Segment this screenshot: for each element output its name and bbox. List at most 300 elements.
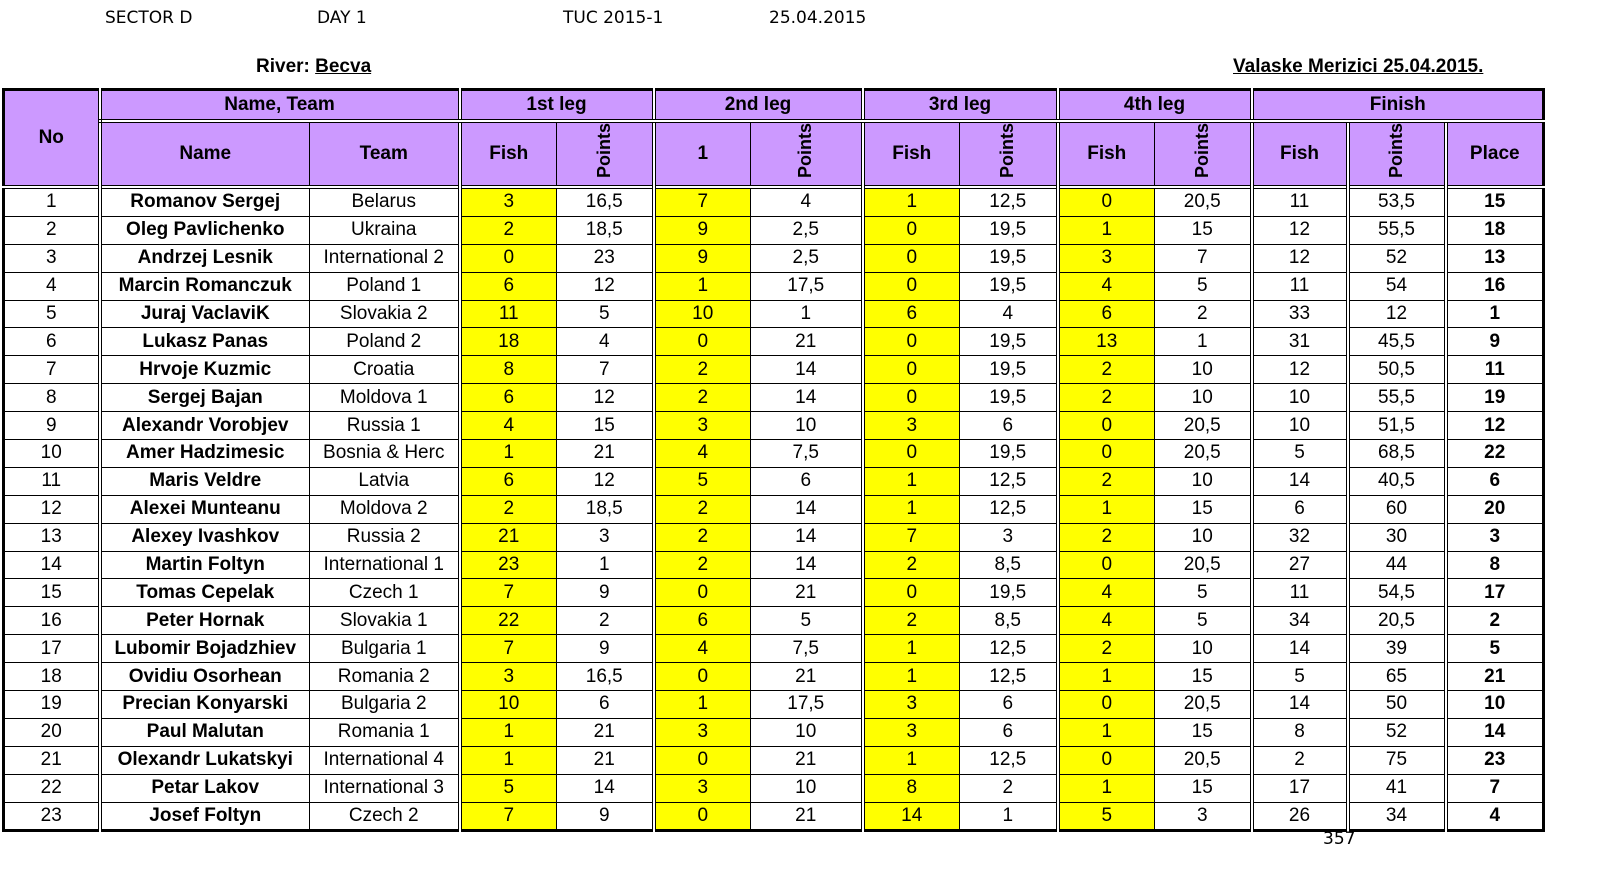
leg3-points: 6 <box>960 718 1058 746</box>
rider-no: 19 <box>4 691 100 719</box>
finish-points: 30 <box>1348 523 1446 551</box>
rider-no: 13 <box>4 523 100 551</box>
finish-place: 6 <box>1446 467 1544 495</box>
leg4-fish: 1 <box>1058 495 1155 523</box>
competitor-name: Alexei Munteanu <box>100 495 310 523</box>
leg4-fish: 1 <box>1058 663 1155 691</box>
leg4-fish: 2 <box>1058 523 1155 551</box>
competitor-name: Alexey Ivashkov <box>100 523 310 551</box>
team-name: Romania 2 <box>310 663 460 691</box>
leg1-fish: 18 <box>460 328 557 356</box>
leg1-points: 12 <box>557 467 654 495</box>
leg3-fish: 0 <box>863 384 960 412</box>
leg1-points: 12 <box>557 384 654 412</box>
table-row <box>4 467 1544 495</box>
competitor-name: Lukasz Panas <box>100 328 310 356</box>
leg3-fish: 7 <box>863 523 960 551</box>
finish-fish: 12 <box>1252 216 1348 244</box>
leg4-points: 20,5 <box>1155 746 1252 774</box>
leg1-fish: 7 <box>460 579 557 607</box>
leg4-points: 10 <box>1155 635 1252 663</box>
leg4-fish: 2 <box>1058 635 1155 663</box>
header-leg1-fish: Fish <box>460 121 557 187</box>
leg4-fish: 0 <box>1058 440 1155 468</box>
leg4-fish: 1 <box>1058 774 1155 802</box>
leg4-points: 20,5 <box>1155 440 1252 468</box>
rider-no: 15 <box>4 579 100 607</box>
competitor-name: Paul Malutan <box>100 718 310 746</box>
finish-points: 75 <box>1348 746 1446 774</box>
leg1-fish: 0 <box>460 244 557 272</box>
leg1-fish: 1 <box>460 746 557 774</box>
table-row <box>4 244 1544 272</box>
leg1-points: 1 <box>557 551 654 579</box>
team-name: International 2 <box>310 244 460 272</box>
header-finish-fish: Fish <box>1252 121 1348 187</box>
leg4-points: 5 <box>1155 579 1252 607</box>
leg3-fish: 0 <box>863 244 960 272</box>
team-name: Slovakia 2 <box>310 300 460 328</box>
leg4-fish: 1 <box>1058 718 1155 746</box>
leg3-points: 12,5 <box>960 663 1058 691</box>
leg4-fish: 4 <box>1058 272 1155 300</box>
header-leg-1: 1st leg <box>460 90 654 122</box>
leg2-points: 1 <box>751 300 863 328</box>
finish-place: 15 <box>1446 187 1544 216</box>
finish-fish: 27 <box>1252 551 1348 579</box>
finish-fish: 10 <box>1252 384 1348 412</box>
rider-no: 2 <box>4 216 100 244</box>
competitor-name: Tomas Cepelak <box>100 579 310 607</box>
leg2-points: 2,5 <box>751 216 863 244</box>
leg2-fish: 9 <box>654 216 751 244</box>
team-name: Poland 1 <box>310 272 460 300</box>
header-leg1-points: Points <box>557 121 654 187</box>
finish-place: 9 <box>1446 328 1544 356</box>
leg3-fish: 8 <box>863 774 960 802</box>
leg4-points: 5 <box>1155 607 1252 635</box>
team-name: Russia 2 <box>310 523 460 551</box>
rider-no: 18 <box>4 663 100 691</box>
finish-points: 65 <box>1348 663 1446 691</box>
leg1-points: 9 <box>557 802 654 831</box>
table-row <box>4 495 1544 523</box>
leg2-fish: 0 <box>654 802 751 831</box>
sector-label: SECTOR D <box>105 8 193 28</box>
leg2-fish: 7 <box>654 187 751 216</box>
leg4-fish: 13 <box>1058 328 1155 356</box>
leg1-points: 18,5 <box>557 495 654 523</box>
leg3-fish: 0 <box>863 356 960 384</box>
table-row <box>4 579 1544 607</box>
leg3-points: 12,5 <box>960 495 1058 523</box>
leg1-fish: 2 <box>460 216 557 244</box>
team-name: Slovakia 1 <box>310 607 460 635</box>
leg3-points: 6 <box>960 412 1058 440</box>
rider-no: 10 <box>4 440 100 468</box>
leg2-points: 14 <box>751 356 863 384</box>
team-name: Czech 2 <box>310 802 460 831</box>
rider-no: 16 <box>4 607 100 635</box>
table-row <box>4 635 1544 663</box>
leg4-points: 15 <box>1155 663 1252 691</box>
finish-points: 34 <box>1348 802 1446 831</box>
rider-no: 12 <box>4 495 100 523</box>
leg3-points: 19,5 <box>960 356 1058 384</box>
leg3-points: 8,5 <box>960 551 1058 579</box>
leg3-points: 6 <box>960 691 1058 719</box>
leg3-fish: 3 <box>863 718 960 746</box>
header-leg-2: 2nd leg <box>654 90 863 122</box>
header-leg-3: 3rd leg <box>863 90 1058 122</box>
leg3-fish: 0 <box>863 440 960 468</box>
leg4-points: 5 <box>1155 272 1252 300</box>
finish-place: 7 <box>1446 774 1544 802</box>
leg1-fish: 2 <box>460 495 557 523</box>
river-label: River: <box>256 56 310 77</box>
leg4-fish: 0 <box>1058 187 1155 216</box>
finish-points: 39 <box>1348 635 1446 663</box>
leg4-fish: 1 <box>1058 216 1155 244</box>
leg4-fish: 0 <box>1058 412 1155 440</box>
team-name: Croatia <box>310 356 460 384</box>
leg2-fish: 6 <box>654 607 751 635</box>
finish-place: 8 <box>1446 551 1544 579</box>
leg4-fish: 0 <box>1058 551 1155 579</box>
table-row <box>4 551 1544 579</box>
team-name: International 1 <box>310 551 460 579</box>
leg4-points: 15 <box>1155 216 1252 244</box>
finish-fish: 5 <box>1252 440 1348 468</box>
leg4-points: 2 <box>1155 300 1252 328</box>
table-row <box>4 718 1544 746</box>
leg2-fish: 2 <box>654 384 751 412</box>
rider-no: 4 <box>4 272 100 300</box>
leg1-fish: 1 <box>460 440 557 468</box>
rider-no: 9 <box>4 412 100 440</box>
rider-no: 22 <box>4 774 100 802</box>
leg4-points: 10 <box>1155 467 1252 495</box>
rider-no: 3 <box>4 244 100 272</box>
leg3-points: 12,5 <box>960 635 1058 663</box>
leg4-points: 15 <box>1155 774 1252 802</box>
leg2-points: 7,5 <box>751 635 863 663</box>
leg3-fish: 2 <box>863 607 960 635</box>
leg1-fish: 10 <box>460 691 557 719</box>
team-name: Latvia <box>310 467 460 495</box>
leg2-fish: 0 <box>654 663 751 691</box>
leg2-fish: 1 <box>654 272 751 300</box>
finish-place: 11 <box>1446 356 1544 384</box>
leg4-fish: 4 <box>1058 607 1155 635</box>
leg2-fish: 3 <box>654 718 751 746</box>
leg2-points: 4 <box>751 187 863 216</box>
competitor-name: Maris Veldre <box>100 467 310 495</box>
finish-place: 17 <box>1446 579 1544 607</box>
leg1-fish: 7 <box>460 635 557 663</box>
leg1-points: 16,5 <box>557 187 654 216</box>
leg3-points: 19,5 <box>960 328 1058 356</box>
team-name: Bosnia & Herc <box>310 440 460 468</box>
finish-place: 14 <box>1446 718 1544 746</box>
finish-fish: 14 <box>1252 635 1348 663</box>
finish-points: 45,5 <box>1348 328 1446 356</box>
team-name: International 3 <box>310 774 460 802</box>
leg1-fish: 3 <box>460 663 557 691</box>
leg1-points: 2 <box>557 607 654 635</box>
leg3-points: 1 <box>960 802 1058 831</box>
header-finish: Finish <box>1252 90 1544 122</box>
finish-place: 18 <box>1446 216 1544 244</box>
leg1-points: 21 <box>557 746 654 774</box>
rider-no: 7 <box>4 356 100 384</box>
header-leg-4: 4th leg <box>1058 90 1252 122</box>
rider-no: 8 <box>4 384 100 412</box>
leg2-points: 14 <box>751 495 863 523</box>
competitor-name: Juraj VaclaviK <box>100 300 310 328</box>
date-label: 25.04.2015 <box>769 8 867 28</box>
competitor-name: Lubomir Bojadzhiev <box>100 635 310 663</box>
finish-place: 12 <box>1446 412 1544 440</box>
finish-fish: 14 <box>1252 467 1348 495</box>
leg3-points: 19,5 <box>960 216 1058 244</box>
finish-fish: 32 <box>1252 523 1348 551</box>
table-row <box>4 663 1544 691</box>
leg1-fish: 4 <box>460 412 557 440</box>
results-table <box>2 88 1545 832</box>
finish-fish: 12 <box>1252 244 1348 272</box>
table-row <box>4 691 1544 719</box>
leg1-points: 9 <box>557 635 654 663</box>
location-date: Valaske Merizici 25.04.2015. <box>1233 56 1484 77</box>
finish-points: 50,5 <box>1348 356 1446 384</box>
team-name: Ukraina <box>310 216 460 244</box>
header-leg3-fish: Fish <box>863 121 960 187</box>
event-label: TUC 2015-1 <box>563 8 664 28</box>
leg2-fish: 0 <box>654 579 751 607</box>
leg1-fish: 6 <box>460 467 557 495</box>
leg3-points: 8,5 <box>960 607 1058 635</box>
leg3-fish: 1 <box>863 746 960 774</box>
leg1-points: 7 <box>557 356 654 384</box>
finish-place: 21 <box>1446 663 1544 691</box>
leg1-points: 21 <box>557 440 654 468</box>
leg1-points: 12 <box>557 272 654 300</box>
leg1-fish: 1 <box>460 718 557 746</box>
leg2-fish: 2 <box>654 495 751 523</box>
leg3-fish: 0 <box>863 272 960 300</box>
leg3-points: 4 <box>960 300 1058 328</box>
leg2-fish: 0 <box>654 746 751 774</box>
leg2-fish: 3 <box>654 412 751 440</box>
header-name: Name <box>100 121 310 187</box>
leg3-points: 12,5 <box>960 187 1058 216</box>
leg4-points: 1 <box>1155 328 1252 356</box>
leg2-points: 14 <box>751 523 863 551</box>
finish-place: 22 <box>1446 440 1544 468</box>
rider-no: 17 <box>4 635 100 663</box>
competitor-name: Sergej Bajan <box>100 384 310 412</box>
table-row <box>4 272 1544 300</box>
table-row <box>4 802 1544 831</box>
finish-fish: 6 <box>1252 495 1348 523</box>
finish-points: 53,5 <box>1348 187 1446 216</box>
finish-points: 51,5 <box>1348 412 1446 440</box>
competitor-name: Marcin Romanczuk <box>100 272 310 300</box>
leg3-fish: 1 <box>863 495 960 523</box>
leg2-fish: 10 <box>654 300 751 328</box>
finish-fish: 14 <box>1252 691 1348 719</box>
leg2-fish: 9 <box>654 244 751 272</box>
table-row <box>4 607 1544 635</box>
competitor-name: Josef Foltyn <box>100 802 310 831</box>
finish-fish: 11 <box>1252 272 1348 300</box>
table-row <box>4 356 1544 384</box>
leg3-fish: 3 <box>863 691 960 719</box>
rider-no: 11 <box>4 467 100 495</box>
leg2-fish: 3 <box>654 774 751 802</box>
finish-place: 13 <box>1446 244 1544 272</box>
table-row <box>4 384 1544 412</box>
leg2-fish: 2 <box>654 356 751 384</box>
header-team: Team <box>310 121 460 187</box>
leg3-fish: 1 <box>863 663 960 691</box>
finish-place: 19 <box>1446 384 1544 412</box>
leg4-points: 20,5 <box>1155 691 1252 719</box>
finish-fish: 34 <box>1252 607 1348 635</box>
leg3-points: 3 <box>960 523 1058 551</box>
results-body <box>4 187 1544 831</box>
team-name: Poland 2 <box>310 328 460 356</box>
rider-no: 23 <box>4 802 100 831</box>
finish-place: 23 <box>1446 746 1544 774</box>
finish-fish: 31 <box>1252 328 1348 356</box>
leg2-points: 7,5 <box>751 440 863 468</box>
leg2-points: 10 <box>751 412 863 440</box>
table-row <box>4 746 1544 774</box>
leg1-fish: 3 <box>460 187 557 216</box>
leg4-points: 3 <box>1155 802 1252 831</box>
finish-fish: 2 <box>1252 746 1348 774</box>
finish-place: 16 <box>1446 272 1544 300</box>
leg3-points: 19,5 <box>960 384 1058 412</box>
finish-place: 5 <box>1446 635 1544 663</box>
leg4-points: 7 <box>1155 244 1252 272</box>
team-name: International 4 <box>310 746 460 774</box>
leg2-points: 21 <box>751 746 863 774</box>
leg1-points: 18,5 <box>557 216 654 244</box>
finish-points: 41 <box>1348 774 1446 802</box>
leg4-points: 10 <box>1155 384 1252 412</box>
leg4-fish: 2 <box>1058 384 1155 412</box>
leg4-points: 10 <box>1155 523 1252 551</box>
leg3-fish: 2 <box>863 551 960 579</box>
leg1-fish: 6 <box>460 272 557 300</box>
leg4-fish: 6 <box>1058 300 1155 328</box>
leg4-fish: 0 <box>1058 746 1155 774</box>
leg4-points: 20,5 <box>1155 412 1252 440</box>
finish-points: 40,5 <box>1348 467 1446 495</box>
competitor-name: Amer Hadzimesic <box>100 440 310 468</box>
leg3-points: 19,5 <box>960 244 1058 272</box>
finish-points: 52 <box>1348 718 1446 746</box>
team-name: Czech 1 <box>310 579 460 607</box>
leg3-points: 2 <box>960 774 1058 802</box>
leg3-points: 19,5 <box>960 440 1058 468</box>
finish-points: 44 <box>1348 551 1446 579</box>
leg3-points: 19,5 <box>960 272 1058 300</box>
leg1-fish: 11 <box>460 300 557 328</box>
leg4-points: 20,5 <box>1155 551 1252 579</box>
finish-fish: 10 <box>1252 412 1348 440</box>
finish-place: 10 <box>1446 691 1544 719</box>
competitor-name: Romanov Sergej <box>100 187 310 216</box>
team-name: Bulgaria 1 <box>310 635 460 663</box>
leg3-fish: 1 <box>863 635 960 663</box>
finish-points: 12 <box>1348 300 1446 328</box>
rider-no: 14 <box>4 551 100 579</box>
river-name: Becva <box>315 56 372 77</box>
rider-no: 1 <box>4 187 100 216</box>
finish-fish: 12 <box>1252 356 1348 384</box>
finish-points: 68,5 <box>1348 440 1446 468</box>
leg3-fish: 1 <box>863 187 960 216</box>
competitor-name: Peter Hornak <box>100 607 310 635</box>
leg2-points: 10 <box>751 718 863 746</box>
finish-fish: 5 <box>1252 663 1348 691</box>
table-row <box>4 328 1544 356</box>
leg4-fish: 2 <box>1058 467 1155 495</box>
leg2-points: 14 <box>751 551 863 579</box>
leg3-fish: 6 <box>863 300 960 328</box>
leg4-points: 10 <box>1155 356 1252 384</box>
total-fish: 357 <box>1323 829 1356 849</box>
leg4-fish: 2 <box>1058 356 1155 384</box>
finish-points: 52 <box>1348 244 1446 272</box>
header-no: No <box>4 90 100 188</box>
team-name: Moldova 1 <box>310 384 460 412</box>
leg1-points: 5 <box>557 300 654 328</box>
finish-place: 4 <box>1446 802 1544 831</box>
leg3-fish: 3 <box>863 412 960 440</box>
table-row <box>4 523 1544 551</box>
table-row <box>4 300 1544 328</box>
river-line <box>256 56 371 78</box>
leg1-fish: 21 <box>460 523 557 551</box>
finish-place: 20 <box>1446 495 1544 523</box>
competitor-name: Olexandr Lukatskyi <box>100 746 310 774</box>
leg2-points: 17,5 <box>751 691 863 719</box>
header-leg2-points: Points <box>751 121 863 187</box>
leg3-fish: 0 <box>863 328 960 356</box>
competitor-name: Martin Foltyn <box>100 551 310 579</box>
leg3-fish: 0 <box>863 579 960 607</box>
finish-points: 54 <box>1348 272 1446 300</box>
table-row <box>4 216 1544 244</box>
finish-fish: 17 <box>1252 774 1348 802</box>
leg4-points: 15 <box>1155 718 1252 746</box>
competitor-name: Petar Lakov <box>100 774 310 802</box>
team-name: Bulgaria 2 <box>310 691 460 719</box>
leg2-fish: 4 <box>654 440 751 468</box>
leg4-fish: 3 <box>1058 244 1155 272</box>
finish-points: 54,5 <box>1348 579 1446 607</box>
leg3-fish: 0 <box>863 216 960 244</box>
header-leg4-points: Points <box>1155 121 1252 187</box>
leg1-points: 15 <box>557 412 654 440</box>
leg1-points: 21 <box>557 718 654 746</box>
header-place: Place <box>1446 121 1544 187</box>
